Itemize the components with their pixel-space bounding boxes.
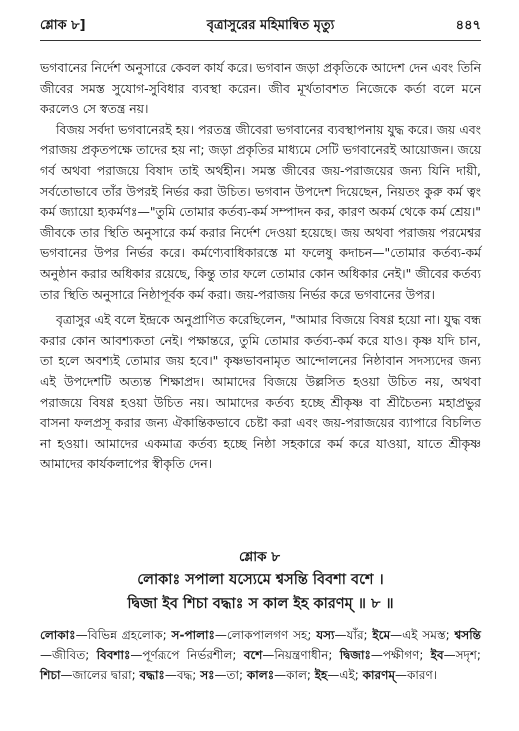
synonym-entry: দ্বিজাঃ—পক্ষীগণ; xyxy=(339,648,424,662)
synonym-entry: শ্বসন্তি—জীবিত; xyxy=(40,628,481,662)
synonym-word: শ্বসন্তি xyxy=(454,628,481,642)
synonym-meaning: বদ্ধ; xyxy=(176,668,197,682)
synonym-meaning: বিভিন্ন গ্রহলোক; xyxy=(87,628,167,642)
synonym-entry: বশে—নিয়ন্ত্রণাধীন; xyxy=(243,648,333,662)
synonym-word: ইমে xyxy=(372,628,391,642)
synonym-meaning: এই; xyxy=(339,668,359,682)
purport-paragraph: বিজয় সর্বদা ভগবানেরই হয়। পরতন্ত্র জীবেরা ভগবানের ব্যবস্থাপনায় যুদ্ধ করে। জয় এবং পরাজয় প্রকৃতপক্ষে তাদের হয় না; জড়া প্রকৃতির মাধ্যমে সেটি ভগবানেরই আয়োজন। জয়ে গর্ব অথবা পরাজয়ে বিষাদ তাই অর্থহীন। সমস্ত জীবের জয়-পরাজয়ের জন্য যিনি দায়ী, সর্বতোভাবে তাঁর উপরই নির্ভর করা উচিত। ভগবান উপদেশ দিয়েছেন, নিয়তং কুরু কর্ম ত্বং কর্ম জ্যায়ো হ্যকর্মণঃ—"তুমি তোমার কর্তব্য-কর্ম সম্পাদন কর, কারণ অকর্ম থেকে কর্ম শ্রেয়।" জীবকে তার স্থিতি অনুসারে কর্ম করার নির্দেশ দেওয়া হয়েছে। জয় অথবা পরাজয় পরমেশ্বর ভগবানের উপর নির্ভর করে। কর্মণ্যেবাধিকারস্তে মা ফলেষু কদাচন—"তোমার কর্তব্য-কর্ম অনুষ্ঠান করার অধিকার রয়েছে, কিন্তু তার ফলে তোমার কোন অধিকার নেই।" জীবের কর্তব্য তার স্থিতি অনুসারে নিষ্ঠাপূর্বক কর্ম করা। জয়-পরাজয় নির্ভর করে ভগবানের উপর। xyxy=(40,121,481,302)
synonym-word: বিবশাঃ xyxy=(96,648,131,662)
header-verse-ref: শ্লোক ৮] xyxy=(40,18,86,33)
synonym-word: সঃ xyxy=(200,668,215,682)
synonym-word: লোকাঃ xyxy=(40,628,76,642)
synonym-entry: লোকাঃ—বিভিন্ন গ্রহলোক; xyxy=(40,628,167,642)
synonym-meaning: কারণ। xyxy=(407,668,438,682)
synonym-entry: কালঃ—কাল; xyxy=(246,668,311,682)
purport-text xyxy=(40,58,481,475)
synonym-entry: সঃ—তা; xyxy=(200,668,244,682)
synonym-entry: কারণম্—কারণ। xyxy=(362,668,438,682)
synonym-meaning: এই সমস্ত; xyxy=(402,628,450,642)
verse-line-2: দ্বিজা ইব শিচা বদ্ধাঃ স কাল ইহ কারণম্ ॥ ৮ ॥ xyxy=(127,596,394,612)
synonym-entry: বিবশাঃ—পূর্ণরূপে নির্ভরশীল; xyxy=(96,648,237,662)
synonym-word: স-পালাঃ xyxy=(171,628,215,642)
synonym-meaning: যাঁর; xyxy=(346,628,368,642)
synonym-meaning: পূর্ণরূপে নির্ভরশীল; xyxy=(142,648,237,662)
running-header xyxy=(40,16,481,38)
synonym-entry: ইমে—এই সমস্ত; xyxy=(372,628,450,642)
verse-number: শ্লোক ৮ xyxy=(238,549,281,565)
synonym-entry: ইহ—এই; xyxy=(314,668,359,682)
word-synonyms xyxy=(40,625,481,685)
synonym-word: বশে xyxy=(243,648,263,662)
verse-line-1: লোকাঃ সপালা যস্যেমে শ্বসন্তি বিবশা বশে । xyxy=(137,572,384,588)
synonym-word: যস্য xyxy=(316,628,335,642)
header-rule xyxy=(40,40,481,41)
synonym-meaning: কাল; xyxy=(286,668,311,682)
purport-paragraph: ভগবানের নির্দেশ অনুসারে কেবল কার্য করে। ভগবান জড়া প্রকৃতিকে আদেশ দেন এবং তিনি জীবের সমস্ত সুযোগ-সুবিধার ব্যবস্থা করেন। জীব মূর্খতাবশত নিজেকে কর্তা বলে মনে করলেও সে স্বতন্ত্র নয়। xyxy=(40,60,481,117)
synonym-meaning: জীবিত; xyxy=(52,648,90,662)
synonym-entry: শিচা—জালের দ্বারা; xyxy=(40,668,136,682)
page-number: ৪৪৭ xyxy=(455,18,481,33)
synonym-entry: বদ্ধাঃ—বদ্ধ; xyxy=(139,668,197,682)
synonym-word: বদ্ধাঃ xyxy=(139,668,165,682)
synonym-entry: যস্য—যাঁর; xyxy=(316,628,368,642)
synonym-entry: স-পালাঃ—লোকপালগণ সহ; xyxy=(171,628,312,642)
synonym-meaning: সদৃশ; xyxy=(455,648,481,662)
synonym-meaning: পক্ষীগণ; xyxy=(382,648,424,662)
synonym-word: দ্বিজাঃ xyxy=(339,648,371,662)
synonym-word: কারণম্ xyxy=(362,668,395,682)
synonym-meaning: তা; xyxy=(226,668,244,682)
synonym-meaning: নিয়ন্ত্রণাধীন; xyxy=(274,648,333,662)
synonym-meaning: লোকপালগণ সহ; xyxy=(226,628,312,642)
sanskrit-verse xyxy=(40,568,481,616)
synonym-meaning: জালের দ্বারা; xyxy=(72,668,136,682)
synonym-word: ইহ xyxy=(314,668,328,682)
header-chapter-title: বৃত্রাসুরের মহিমান্বিত মৃত্যু xyxy=(206,18,335,33)
synonym-word: কালঃ xyxy=(246,668,275,682)
synonym-word: শিচা xyxy=(40,668,61,682)
purport-paragraph: বৃত্রাসুর এই বলে ইন্দ্রকে অনুপ্রাণিত করেছিলেন, "আমার বিজয়ে বিষণ্ণ হয়ো না। যুদ্ধ বন্ধ করার কোন আবশ্যকতা নেই। পক্ষান্তরে, তুমি তোমার কর্তব্য-কর্ম করে যাও। কৃষ্ণ যদি চান, তা হলে অবশ্যই তোমার জয় হবে।" কৃষ্ণভাবনামৃত আন্দোলনের নিষ্ঠাবান সদস্যদের জন্য এই উপদেশটি অত্যন্ত শিক্ষাপ্রদ। আমাদের বিজয়ে উল্লসিত হওয়া উচিত নয়, অথবা পরাজয়ে বিষণ্ণ হওয়া উচিত নয়। আমাদের কর্তব্য হচ্ছে শ্রীকৃষ্ণ বা শ্রীচৈতন্য মহাপ্রভুর বাসনা ফলপ্রসূ করার জন্য ঐকান্তিকভাবে চেষ্টা করা এবং জয়-পরাজয়ের ব্যাপারে বিচলিত না হওয়া। আমাদের একমাত্র কর্তব্য হচ্ছে নিষ্ঠা সহকারে কর্ম করে যাওয়া, যাতে শ্রীকৃষ্ণ আমাদের কার্যকলাপের স্বীকৃতি দেন। xyxy=(40,312,481,472)
synonym-word: ইব xyxy=(430,648,444,662)
synonym-entry: ইব—সদৃশ; xyxy=(430,648,481,662)
